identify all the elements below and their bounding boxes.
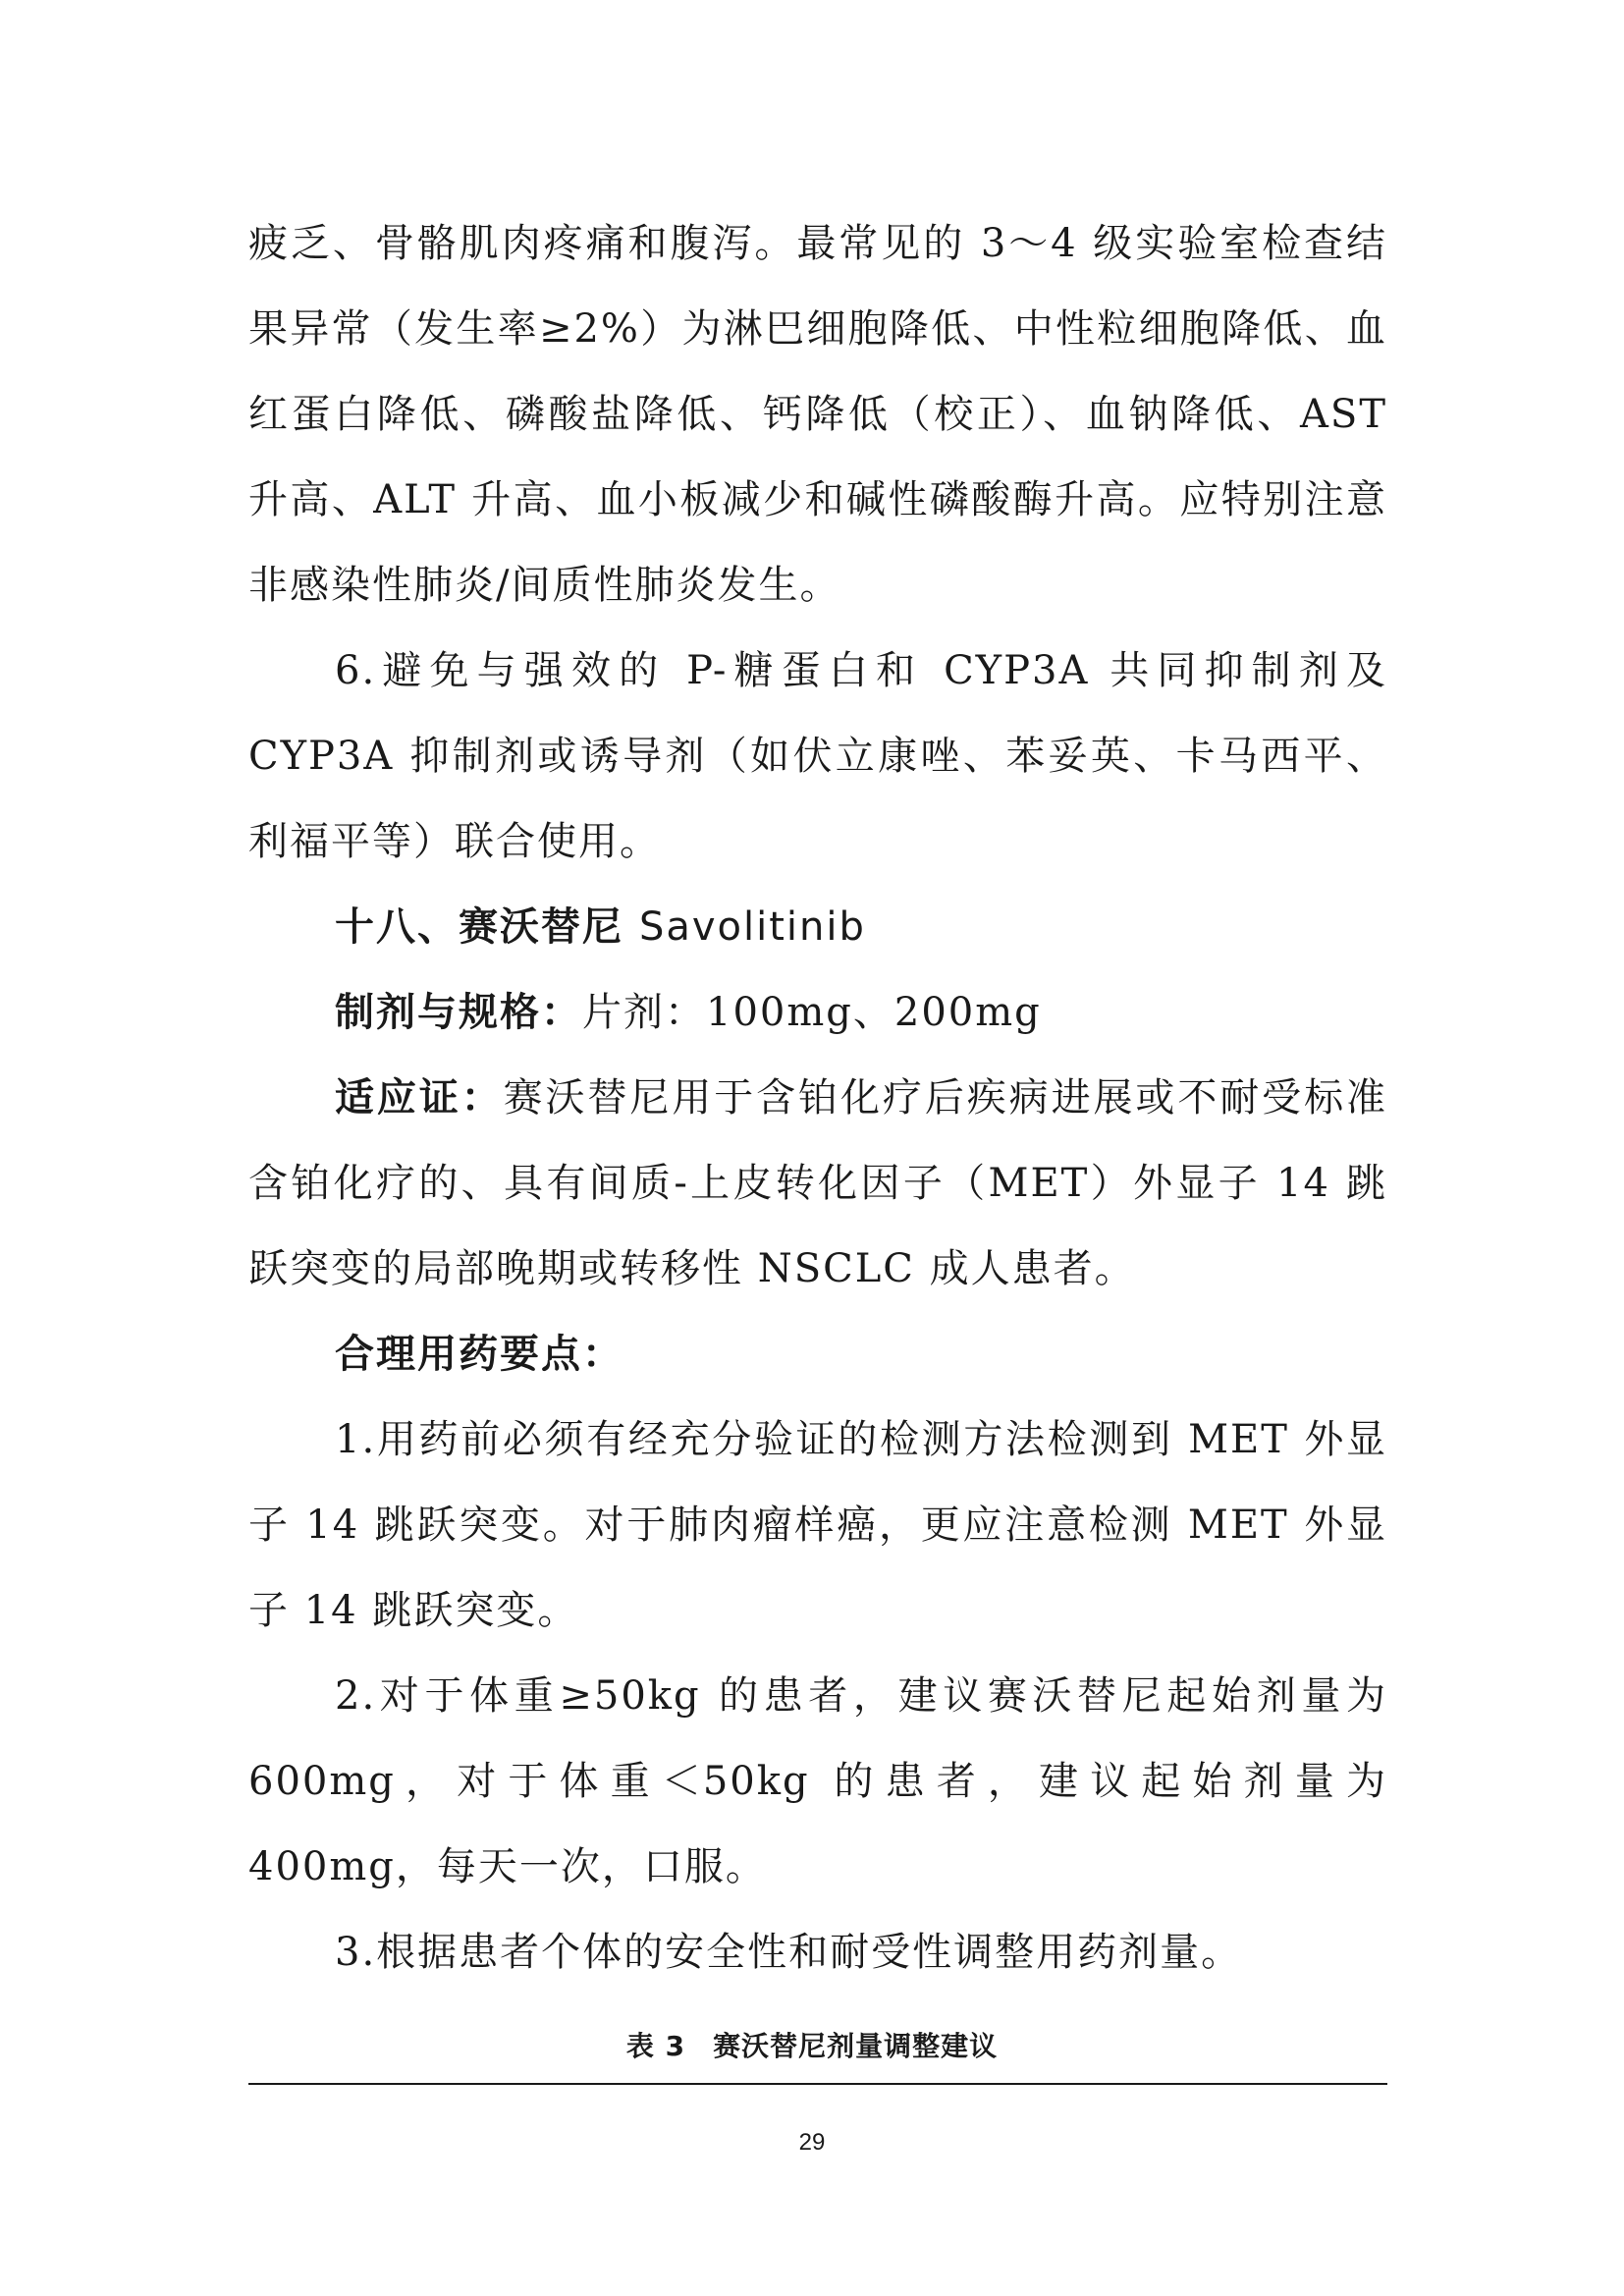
table-caption (0, 2025, 1624, 2064)
formulation-paragraph (248, 970, 1387, 1056)
paragraph-drug-interaction: 6.避免与强效的 P-糖蛋白和 CYP3A 共同抑制剂及 CYP3A 抑制剂或诱导剂（如伏立康唑、苯妥英、卡马西平、利福平等）联合使用。 (248, 648, 1387, 864)
section-heading (248, 885, 1387, 970)
table-title: 赛沃替尼剂量调整建议 (713, 2030, 999, 2062)
table-number: 表 3 (625, 2030, 686, 2062)
table-top-rule (248, 2083, 1387, 2085)
indication-label: 适应证： (335, 1075, 504, 1121)
indication-paragraph (248, 1056, 1387, 1312)
indication-text: 赛沃替尼用于含铂化疗后疾病进展或不耐受标准含铂化疗的、具有间质-上皮转化因子（MET）外显子 14 跳跃突变的局部晚期或转移性 NSCLC 成人患者。 (248, 1075, 1388, 1291)
body-text (248, 201, 1387, 1995)
point-3: 3.根据患者个体的安全性和耐受性调整用药剂量。 (335, 1930, 1243, 1975)
page-number: 29 (798, 2129, 826, 2156)
section-heading-cn: 十八、赛沃替尼 (335, 904, 623, 950)
formulation-text: 片剂：100mg、200mg (582, 990, 1042, 1035)
key-points-heading: 合理用药要点： (335, 1332, 623, 1377)
point-1: 1.用药前必须有经充分验证的检测方法检测到 MET 外显子 14 跳跃突变。对于肺肉瘤样癌，更应注意检测 MET 外显子 14 跳跃突变。 (248, 1417, 1387, 1633)
formulation-label: 制剂与规格： (335, 990, 582, 1035)
point-2: 2.对于体重≥50kg 的患者，建议赛沃替尼起始剂量为 600mg，对于体重＜50kg 的患者，建议起始剂量为 400mg，每天一次，口服。 (248, 1673, 1387, 1889)
section-heading-en: Savolitinib (638, 904, 866, 950)
paragraph-adverse-effects: 疲乏、骨骼肌肉疼痛和腹泻。最常见的 3～4 级实验室检查结果异常（发生率≥2%）为淋巴细胞降低、中性粒细胞降低、血红蛋白降低、磷酸盐降低、钙降低（校正）、血钠降低、AST 升高、ALT 升高、血小板减少和碱性磷酸酶升高。应特别注意非感染性肺炎/间质性肺炎发生。 (248, 221, 1387, 608)
